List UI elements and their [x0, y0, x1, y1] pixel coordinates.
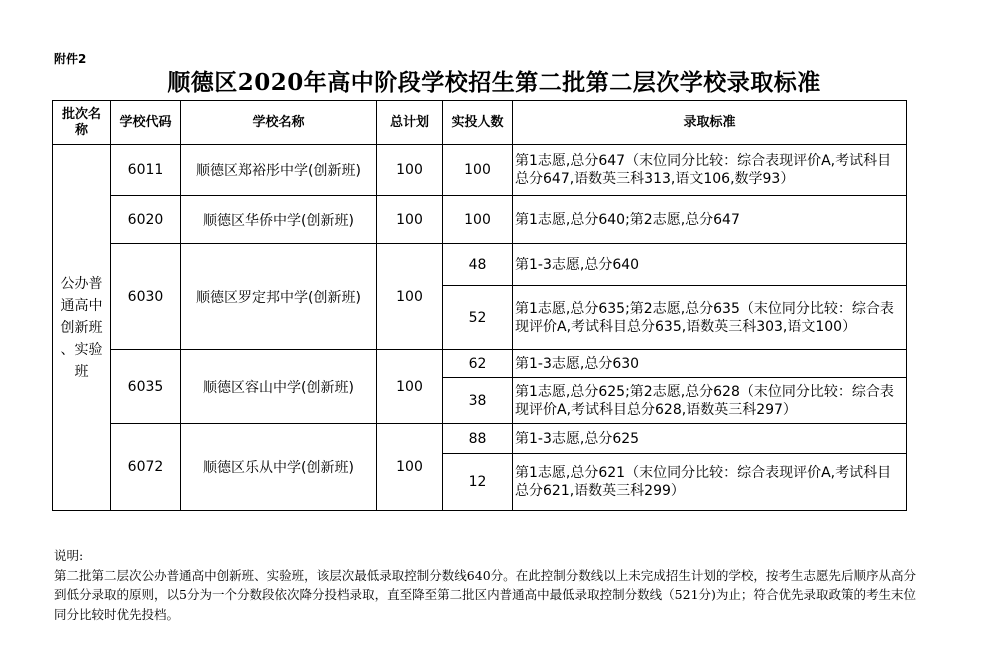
header-plan: 总计划 [377, 101, 443, 145]
admission-criteria: 第1志愿,总分640;第2志愿,总分647 [513, 196, 907, 244]
admission-criteria: 第1-3志愿,总分625 [513, 424, 907, 454]
admission-criteria: 第1志愿,总分635;第2志愿,总分635（末位同分比较：综合表现评价A,考试科目总分635,语数英三科303,语文100） [513, 286, 907, 350]
note [54, 546, 916, 624]
school-code: 6020 [111, 196, 181, 244]
school-code: 6072 [111, 424, 181, 511]
school-code: 6030 [111, 244, 181, 350]
note-text: 第二批第二层次公办普通高中创新班、实验班，该层次最低录取控制分数线640分。在此控制分数线以上未完成招生计划的学校，按考生志愿先后顺序从高分到低分录取的原则，以5分为一个分数段依次降分投档录取，直至降至第二批区内普通高中最低录取控制分数线（521分)为止；符合优先录取政策的考生末位同分比较时优先投档。 [54, 567, 916, 622]
header-criteria: 录取标准 [513, 101, 907, 145]
total-plan: 100 [377, 145, 443, 196]
table-row [53, 350, 907, 378]
admission-table [52, 100, 907, 511]
school-code: 6011 [111, 145, 181, 196]
actual-count: 100 [443, 145, 513, 196]
actual-count: 52 [443, 286, 513, 350]
table-row [53, 424, 907, 454]
school-name: 顺德区罗定邦中学(创新班) [181, 244, 377, 350]
header-row [53, 101, 907, 145]
admission-criteria: 第1-3志愿,总分630 [513, 350, 907, 378]
total-plan: 100 [377, 196, 443, 244]
actual-count: 12 [443, 454, 513, 511]
admission-criteria: 第1-3志愿,总分640 [513, 244, 907, 286]
table-row [53, 196, 907, 244]
admission-criteria: 第1志愿,总分621（末位同分比较：综合表现评价A,考试科目总分621,语数英三科299） [513, 454, 907, 511]
header-code: 学校代码 [111, 101, 181, 145]
batch-name: 公办普 通高中 创新班 、实验 班 [53, 145, 111, 511]
school-code: 6035 [111, 350, 181, 424]
header-name: 学校名称 [181, 101, 377, 145]
attachment-label: 附件2 [54, 52, 87, 66]
actual-count: 62 [443, 350, 513, 378]
table-row [53, 244, 907, 286]
page-title: 顺德区2020年高中阶段学校招生第二批第二层次学校录取标准 [167, 69, 821, 96]
admission-criteria: 第1志愿,总分625;第2志愿,总分628（末位同分比较：综合表现评价A,考试科目总分628,语数英三科297） [513, 378, 907, 424]
total-plan: 100 [377, 350, 443, 424]
total-plan: 100 [377, 424, 443, 511]
school-name: 顺德区容山中学(创新班) [181, 350, 377, 424]
header-actual: 实投人数 [443, 101, 513, 145]
actual-count: 88 [443, 424, 513, 454]
actual-count: 48 [443, 244, 513, 286]
school-name: 顺德区华侨中学(创新班) [181, 196, 377, 244]
school-name: 顺德区郑裕彤中学(创新班) [181, 145, 377, 196]
admission-criteria: 第1志愿,总分647（末位同分比较：综合表现评价A,考试科目总分647,语数英三科313,语文106,数学93） [513, 145, 907, 196]
header-batch: 批次名 称 [53, 101, 111, 145]
table-row [53, 145, 907, 196]
note-label: 说明: [54, 548, 84, 563]
actual-count: 38 [443, 378, 513, 424]
total-plan: 100 [377, 244, 443, 350]
actual-count: 100 [443, 196, 513, 244]
school-name: 顺德区乐从中学(创新班) [181, 424, 377, 511]
